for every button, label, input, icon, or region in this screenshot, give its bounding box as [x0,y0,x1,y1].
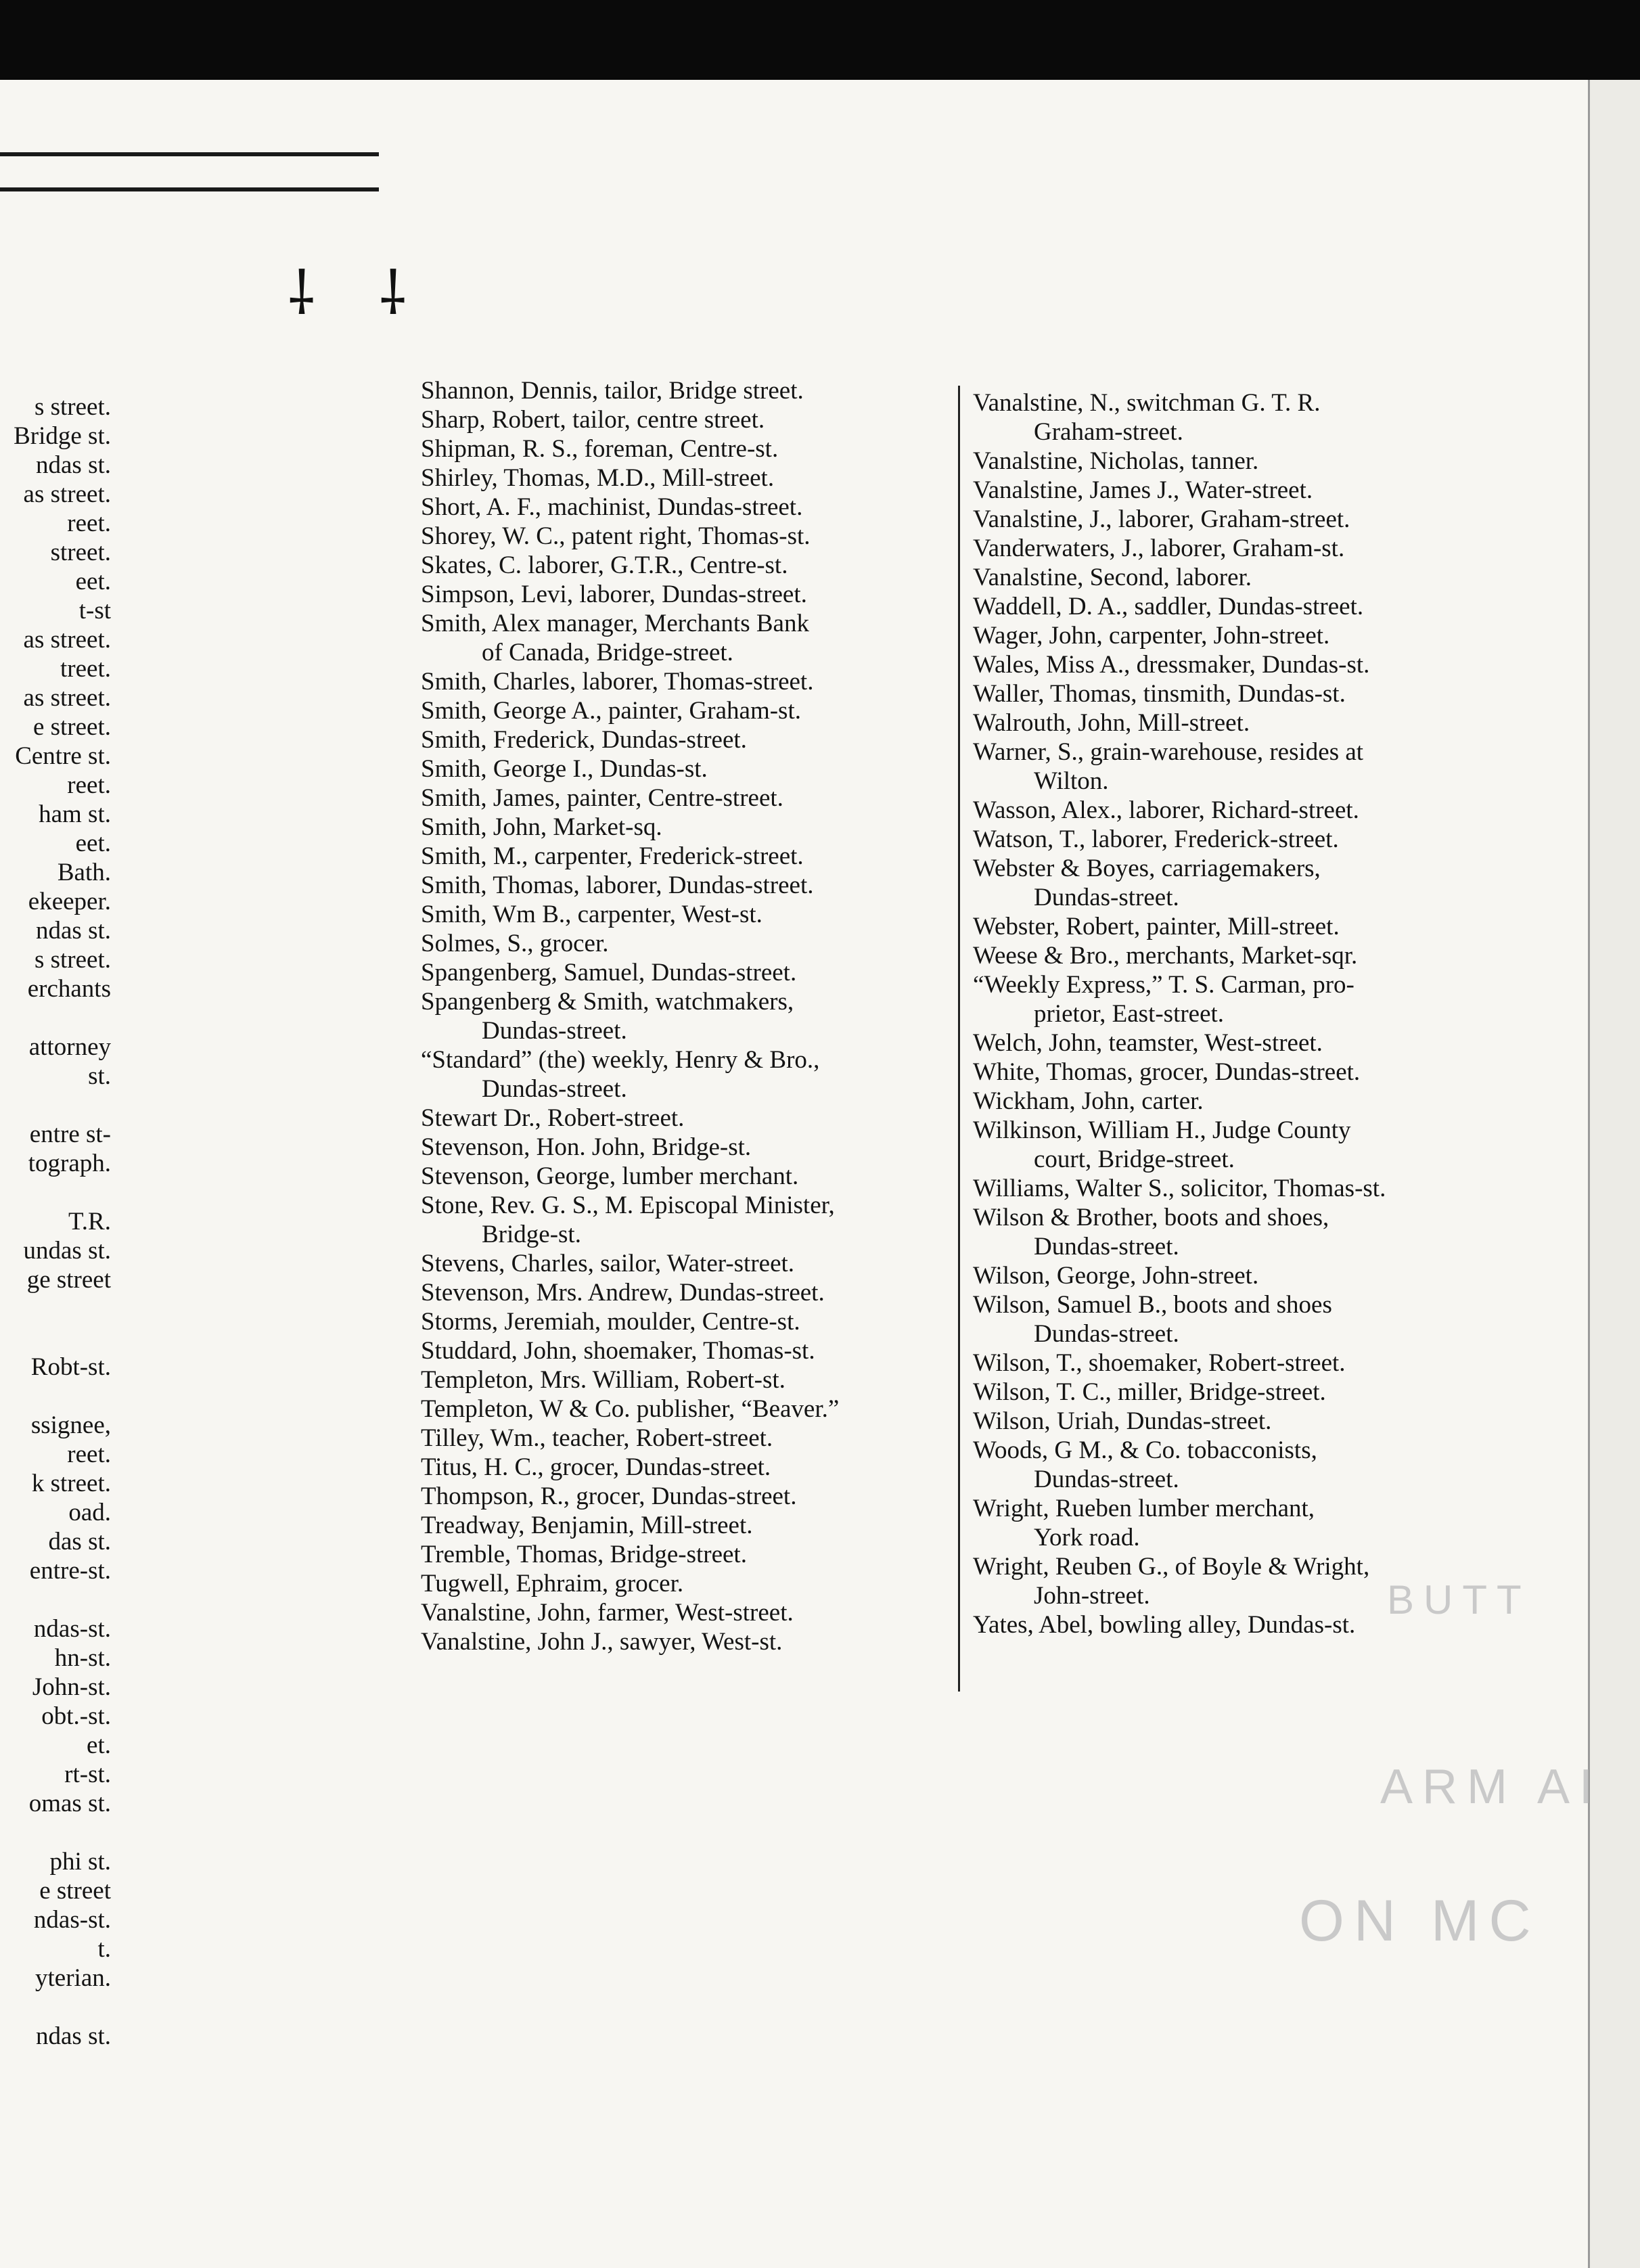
directory-entry: “Standard” (the) weekly, Henry & Bro., [421,1046,820,1074]
directory-entry: Sharp, Robert, tailor, centre street. [421,406,765,434]
directory-entry: Spangenberg & Smith, watchmakers, [421,988,794,1016]
directory-entry: Robt-st. [30,1353,111,1381]
right-column [973,388,1521,1639]
directory-entry: ndas st. [36,2022,111,2050]
directory-entry: Wilson, T., shoemaker, Robert-street. [973,1349,1346,1377]
directory-entry: John-street. [1034,1582,1150,1610]
directory-entry: Studdard, John, shoemaker, Thomas-st. [421,1337,815,1365]
directory-entry: Skates, C. laborer, G.T.R., Centre-st. [421,551,788,579]
column-rule [958,386,960,1692]
directory-entry: White, Thomas, grocer, Dundas-street. [973,1058,1361,1086]
directory-entry: erchants [27,975,111,1003]
directory-entry: t. [97,1935,111,1963]
directory-entry: Vanalstine, John, farmer, West-street. [421,1599,794,1627]
directory-entry: Spangenberg, Samuel, Dundas-street. [421,959,797,986]
directory-entry: eet. [75,568,111,595]
directory-entry: Dundas-street. [1034,1320,1179,1348]
printers-mark: ⸸ [288,262,316,327]
directory-entry: rt-st. [64,1761,111,1788]
directory-entry: Dundas-street. [482,1017,627,1045]
directory-entry: Wales, Miss A., dressmaker, Dundas-st. [973,651,1370,679]
directory-entry: hn-st. [54,1644,111,1672]
directory-entry: “Weekly Express,” T. S. Carman, pro- [973,971,1354,999]
directory-entry: ndas-st. [33,1906,111,1934]
directory-entry: entre st- [29,1120,111,1148]
directory-entry [0,1323,115,1353]
directory-entry: Stewart Dr., Robert-street. [421,1104,685,1132]
directory-entry: court, Bridge-street. [1034,1146,1235,1173]
directory-entry: st. [88,1062,111,1090]
directory-entry: Wilson, T. C., miller, Bridge-street. [973,1378,1326,1406]
directory-entry [0,1091,115,1120]
directory-entry: Shirley, Thomas, M.D., Mill-street. [421,464,775,492]
directory-entry: Smith, John, Market-sq. [421,813,662,841]
directory-entry: Storms, Jeremiah, moulder, Centre-st. [421,1308,800,1336]
directory-entry: k street. [31,1470,111,1497]
middle-column [421,376,955,1656]
directory-entry: Waddell, D. A., saddler, Dundas-street. [973,593,1364,620]
directory-entry: Vanalstine, Nicholas, tanner. [973,447,1259,475]
directory-entry: Dundas-street. [482,1075,627,1103]
directory-entry: Bath. [57,859,111,886]
directory-entry: Wilson, George, John-street. [973,1262,1259,1290]
directory-entry: Wager, John, carpenter, John-street. [973,622,1330,650]
directory-entry: Watson, T., laborer, Frederick-street. [973,825,1339,853]
directory-entry: attorney [28,1033,111,1061]
directory-entry: Woods, G M., & Co. tobacconists, [973,1436,1317,1464]
directory-entry: e street. [32,713,111,741]
directory-entry: T.R. [68,1208,111,1235]
previous-page-rule [0,152,379,191]
directory-entry: Graham-street. [1034,418,1183,446]
directory-entry: Smith, George I., Dundas-st. [421,755,708,783]
directory-entry [0,1294,115,1323]
directory-entry: reet. [67,509,111,537]
directory-entry: Wilson, Samuel B., boots and shoes [973,1291,1332,1319]
directory-entry: ssignee, [30,1411,111,1439]
directory-entry: eet. [75,830,111,857]
bleed-through-text: ARM AI [1380,1760,1603,1814]
directory-entry: Shannon, Dennis, tailor, Bridge street. [421,377,804,405]
directory-entry: as street. [23,684,111,712]
directory-entry: Solmes, S., grocer. [421,930,609,957]
directory-entry: Dundas-street. [1034,1466,1179,1493]
directory-entry: as street. [23,480,111,508]
directory-entry: Waller, Thomas, tinsmith, Dundas-st. [973,680,1346,708]
directory-entry: of Canada, Bridge-street. [482,639,733,666]
directory-entry: Williams, Walter S., solicitor, Thomas-st. [973,1175,1386,1202]
directory-entry: ge street [26,1266,111,1294]
directory-entry: ndas st. [36,917,111,945]
directory-entry: Wilson, Uriah, Dundas-street. [973,1407,1272,1435]
directory-entry: Vanalstine, John J., sawyer, West-st. [421,1628,783,1656]
directory-entry: Stevenson, Hon. John, Bridge-st. [421,1133,752,1161]
directory-entry: Tugwell, Ephraim, grocer. [421,1570,684,1597]
directory-entry: Vanalstine, N., switchman G. T. R. [973,389,1321,417]
directory-entry: Templeton, W & Co. publisher, “Beaver.” [421,1395,840,1423]
directory-entry: oad. [68,1499,111,1526]
directory-entry: Smith, M., carpenter, Frederick-street. [421,842,804,870]
bleed-through-text: BUTT [1387,1577,1531,1623]
directory-entry: Vanderwaters, J., laborer, Graham-st. [973,535,1345,562]
directory-entry: Wickham, John, carter. [973,1087,1204,1115]
directory-entry: Weese & Bro., merchants, Market-sqr. [973,942,1358,970]
directory-entry: Stevenson, George, lumber merchant. [421,1162,799,1190]
directory-entry: das st. [48,1528,111,1556]
directory-entry: obt.-st. [41,1702,111,1730]
directory-entry: reet. [67,771,111,799]
directory-entry: Wilkinson, William H., Judge County [973,1116,1351,1144]
directory-entry: Thompson, R., grocer, Dundas-street. [421,1482,797,1510]
directory-entry: Smith, Thomas, laborer, Dundas-street. [421,871,814,899]
directory-entry: York road. [1034,1524,1140,1551]
directory-entry: Tremble, Thomas, Bridge-street. [421,1541,747,1568]
directory-entry [0,1993,115,2022]
left-column [0,392,115,2051]
directory-entry: Smith, Charles, laborer, Thomas-street. [421,668,814,696]
directory-entry: Shorey, W. C., patent right, Thomas-st. [421,522,811,550]
directory-entry: yterian. [35,1964,111,1992]
directory-entry: Warner, S., grain-warehouse, resides at [973,738,1364,766]
directory-entry: Stevens, Charles, sailor, Water-street. [421,1250,795,1277]
directory-entry: e street [39,1877,111,1905]
directory-entry: street. [50,539,111,566]
directory-entry: ndas st. [36,451,111,479]
directory-entry [0,1585,115,1614]
directory-entry: phi st. [49,1848,111,1876]
directory-entry: prietor, East-street. [1034,1000,1225,1028]
bleed-through-text: ON MC [1299,1888,1541,1953]
directory-entry: Bridge-st. [482,1221,581,1248]
directory-entry: Tilley, Wm., teacher, Robert-street. [421,1424,773,1452]
directory-entry: ekeeper. [28,888,111,915]
directory-entry: Walrouth, John, Mill-street. [973,709,1250,737]
directory-entry: s street. [34,393,111,421]
directory-entry: Smith, George A., painter, Graham-st. [421,697,801,725]
directory-entry: Titus, H. C., grocer, Dundas-street. [421,1453,771,1481]
directory-entry: Treadway, Benjamin, Mill-street. [421,1512,753,1539]
directory-entry: Stone, Rev. G. S., M. Episcopal Minister, [421,1192,835,1219]
directory-entry: Stevenson, Mrs. Andrew, Dundas-street. [421,1279,825,1307]
directory-entry: Smith, James, painter, Centre-street. [421,784,783,812]
directory-entry [0,1382,115,1411]
directory-entry: s street. [34,946,111,974]
directory-entry: Simpson, Levi, laborer, Dundas-street. [421,581,807,608]
directory-entry: Shipman, R. S., foreman, Centre-st. [421,435,779,463]
directory-entry: Yates, Abel, bowling alley, Dundas-st. [973,1611,1356,1639]
directory-entry [0,1178,115,1207]
directory-entry: undas st. [23,1237,111,1265]
directory-entry: omas st. [28,1790,111,1817]
directory-entry: Smith, Frederick, Dundas-street. [421,726,747,754]
directory-entry [0,1818,115,1847]
directory-entry [0,1003,115,1033]
directory-entry: Dundas-street. [1034,1233,1179,1261]
directory-entry: Webster, Robert, painter, Mill-street. [973,913,1340,940]
directory-entry: Smith, Alex manager, Merchants Bank [421,610,809,637]
directory-entry: Short, A. F., machinist, Dundas-street. [421,493,803,521]
directory-entry: t-st [78,597,111,625]
directory-entry: treet. [60,655,111,683]
directory-entry: Templeton, Mrs. William, Robert-st. [421,1366,785,1394]
directory-entry: et. [87,1731,111,1759]
directory-entry: tograph. [28,1150,111,1177]
directory-entry: Wilson & Brother, boots and shoes, [973,1204,1329,1231]
directory-entry: Vanalstine, James J., Water-street. [973,476,1313,504]
directory-entry: Bridge st. [14,422,111,450]
directory-entry: Centre st. [15,742,111,770]
directory-entry: Vanalstine, J., laborer, Graham-street. [973,505,1350,533]
directory-entry: John-st. [32,1673,111,1701]
directory-entry: ndas-st. [33,1615,111,1643]
directory-entry: Webster & Boyes, carriagemakers, [973,855,1321,882]
directory-entry: reet. [67,1441,111,1468]
directory-entry: Welch, John, teamster, West-street. [973,1029,1323,1057]
directory-entry: as street. [23,626,111,654]
printers-mark: ⸸ [379,262,407,327]
page-edge [1588,80,1640,2268]
directory-entry: entre-st. [29,1557,111,1585]
directory-entry: Wright, Reuben G., of Boyle & Wright, [973,1553,1370,1581]
directory-entry: Wilton. [1034,767,1109,795]
directory-entry: Smith, Wm B., carpenter, West-st. [421,901,762,928]
directory-entry: Wasson, Alex., laborer, Richard-street. [973,796,1359,824]
directory-entry: Dundas-street. [1034,884,1179,911]
directory-entry: ham st. [39,800,111,828]
directory-entry: Wright, Rueben lumber merchant, [973,1495,1315,1522]
directory-entry: Vanalstine, Second, laborer. [973,564,1252,591]
